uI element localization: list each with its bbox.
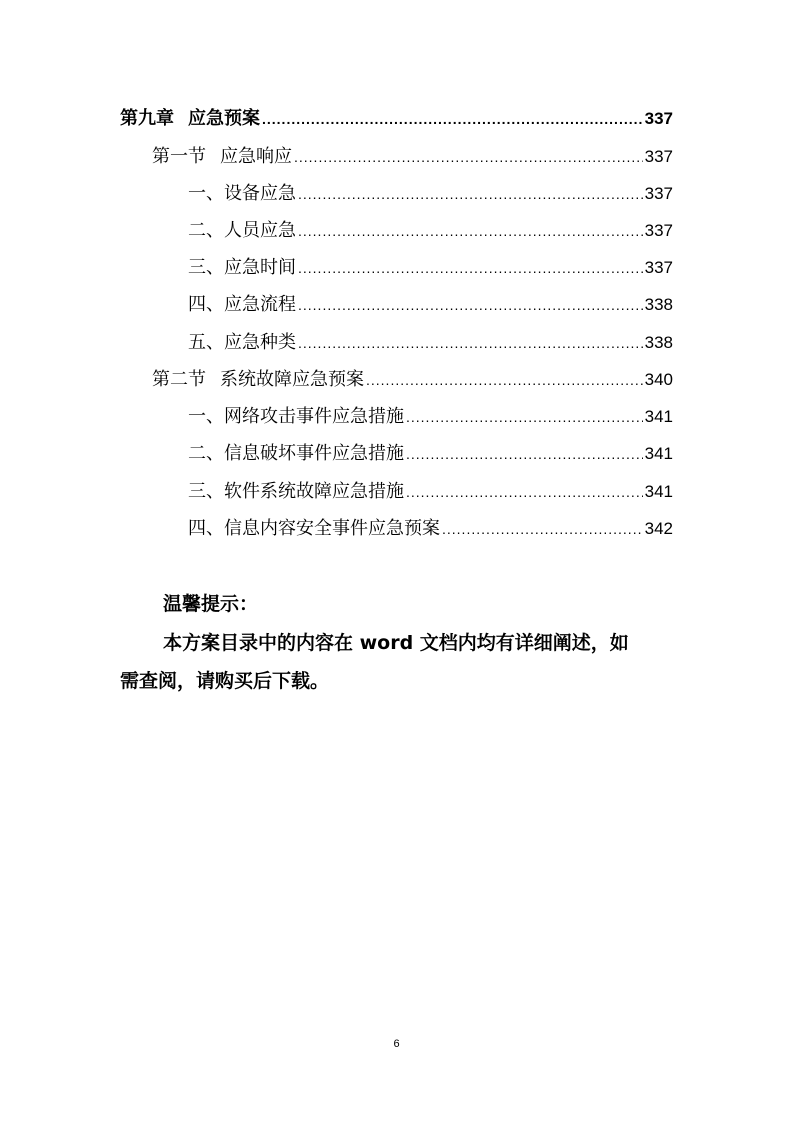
toc-item-title: 信息内容安全事件应急预案 — [224, 518, 440, 539]
toc-item-page: 337 — [644, 184, 673, 203]
toc-item-page: 341 — [644, 482, 673, 501]
toc-section-title: 系统故障应急预案 — [220, 369, 364, 390]
notice-body-line1: 本方案目录中的内容在 word 文档内均有详细阐述，如 — [163, 632, 629, 654]
toc-item[interactable] — [188, 479, 673, 505]
toc-section-title: 应急响应 — [220, 146, 292, 167]
toc-item-page: 341 — [644, 444, 673, 463]
toc-item-page: 337 — [644, 258, 673, 277]
toc-section[interactable] — [152, 367, 673, 393]
toc-leader-dots — [294, 144, 643, 170]
toc-item[interactable] — [188, 330, 673, 356]
toc-leader-dots — [298, 330, 643, 356]
toc-item[interactable] — [188, 404, 673, 430]
toc-leader-dots — [406, 479, 643, 505]
toc-leader-dots — [298, 181, 643, 207]
toc-section-page: 337 — [644, 147, 673, 166]
toc-item-label: 四、 — [188, 294, 224, 315]
toc-item-title: 设备应急 — [224, 183, 296, 204]
toc-item[interactable] — [188, 218, 673, 244]
toc-item-label: 一、 — [188, 183, 224, 204]
toc-item-label: 二、 — [188, 220, 224, 241]
notice-heading: 温馨提示： — [163, 593, 259, 615]
toc-chapter-title: 应急预案 — [188, 108, 260, 129]
toc-item-label: 二、 — [188, 443, 224, 464]
toc-chapter[interactable] — [120, 106, 673, 132]
toc-leader-dots — [406, 441, 643, 467]
toc-item[interactable] — [188, 181, 673, 207]
notice-body-line2: 需查阅，请购买后下载。 — [120, 670, 330, 692]
toc-item-label: 三、 — [188, 481, 224, 502]
toc-item-title: 应急时间 — [224, 257, 296, 278]
toc-item-page: 342 — [644, 519, 673, 538]
toc-section-label: 第二节 — [152, 369, 206, 390]
toc-leader-dots — [262, 106, 643, 132]
toc-item[interactable] — [188, 516, 673, 542]
toc-leader-dots — [366, 367, 643, 393]
toc-leader-dots — [442, 516, 643, 542]
toc-item-page: 338 — [644, 295, 673, 314]
toc-section-label: 第一节 — [152, 146, 206, 167]
toc-item-title: 应急种类 — [224, 332, 296, 353]
toc-item-title: 信息破坏事件应急措施 — [224, 443, 404, 464]
toc-section-page: 340 — [644, 370, 673, 389]
toc-item-page: 337 — [644, 221, 673, 240]
toc-item-title: 应急流程 — [224, 294, 296, 315]
toc-item-title: 软件系统故障应急措施 — [224, 481, 404, 502]
toc-leader-dots — [298, 292, 643, 318]
toc-item-label: 一、 — [188, 406, 224, 427]
toc-leader-dots — [298, 218, 643, 244]
toc-section[interactable] — [152, 144, 673, 170]
toc-item-page: 338 — [644, 333, 673, 352]
toc-item[interactable] — [188, 292, 673, 318]
toc-item[interactable] — [188, 441, 673, 467]
toc-item-title: 网络攻击事件应急措施 — [224, 406, 404, 427]
toc-item-page: 341 — [644, 407, 673, 426]
toc-chapter-label: 第九章 — [120, 108, 174, 129]
toc-chapter-page: 337 — [644, 109, 673, 128]
toc-leader-dots — [298, 255, 643, 281]
toc-leader-dots — [406, 404, 643, 430]
toc-item[interactable] — [188, 255, 673, 281]
toc-item-label: 三、 — [188, 257, 224, 278]
page-number: 6 — [393, 1038, 400, 1050]
toc-item-title: 人员应急 — [224, 220, 296, 241]
toc-item-label: 四、 — [188, 518, 224, 539]
toc-item-label: 五、 — [188, 332, 224, 353]
